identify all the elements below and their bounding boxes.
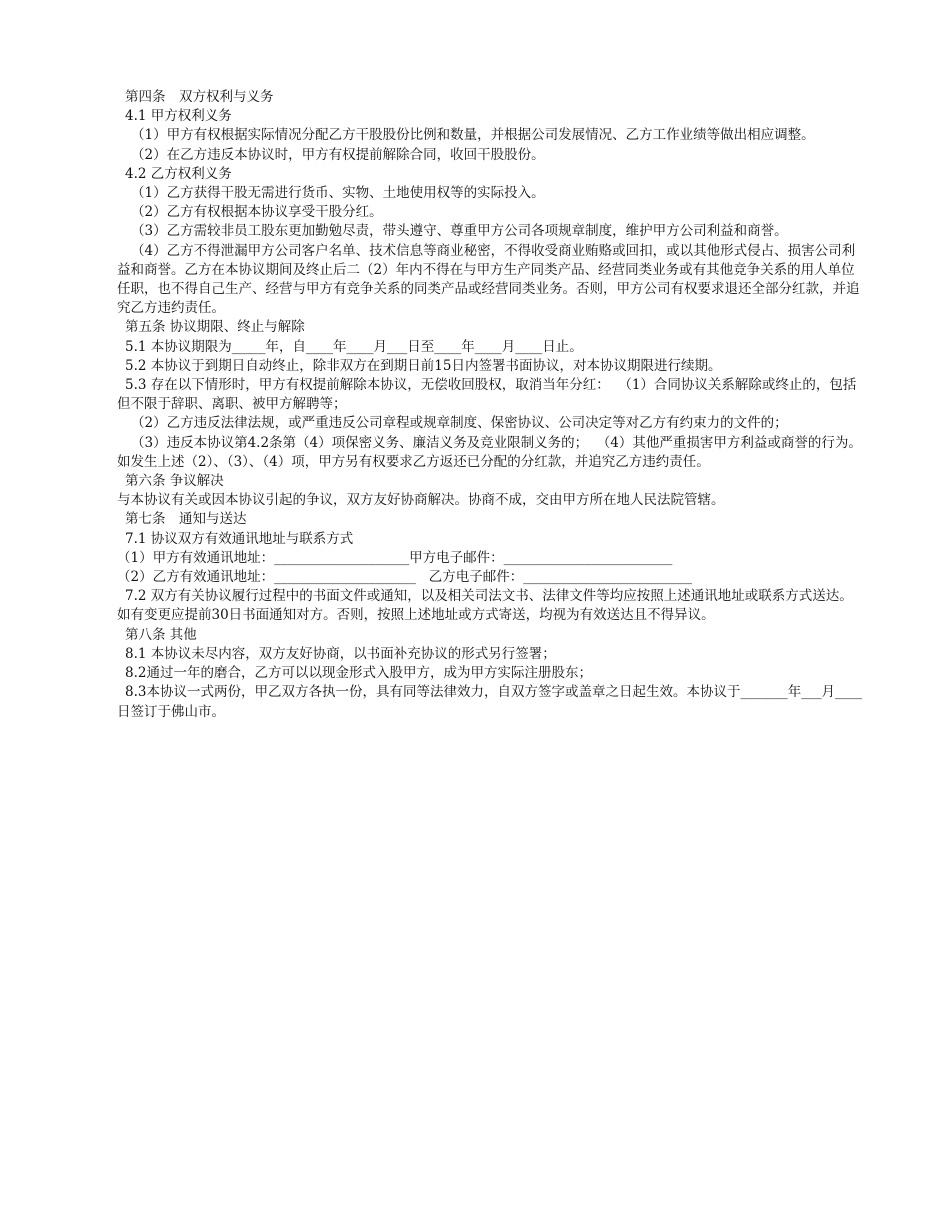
section-4-2-heading: 4.2 乙方权利义务 [125, 165, 232, 182]
clause-5-3-3: （3）违反本协议第4.2条第（4）项保密义务、廉洁义务及竞业限制义务的； （4）其他严重损害甲方利益或商誉的行为。 如发生上述（2）、（3）、（4）项，甲方另有权要求乙方返还已分配的分红款，并追究乙方违约责任。 [117, 434, 867, 470]
party-b-contact-line: （2）乙方有效通讯地址：_____________________ 乙方电子邮件：_________________________ [117, 569, 692, 586]
clause-4-1-2: （2）在乙方违反本协议时，甲方有权提前解除合同，收回干股股份。 [131, 146, 545, 163]
article-7-heading: 第七条 通知与送达 [125, 511, 247, 528]
article-4-heading: 第四条 双方权利与义务 [125, 89, 274, 105]
clause-4-2-2: （2）乙方有权根据本协议享受干股分红。 [131, 204, 383, 221]
article-5-heading: 第五条 协议期限、终止与解除 [125, 319, 305, 336]
clause-4-1-1: （1）甲方有权根据实际情况分配乙方干股股份比例和数量，并根据公司发展情况、乙方工作业绩等做出相应调整。 [131, 127, 815, 144]
party-a-contact-line: （1）甲方有效通讯地址：____________________甲方电子邮件：_________________________ [117, 549, 673, 566]
clause-5-1: 5.1 本协议期限为_____年，自____年____月___日至____年____月____日止。 [125, 338, 583, 355]
clause-5-3-2: （2）乙方违反法律法规，或严重违反公司章程或规章制度、保密协议、公司决定等对乙方有约束力的文件的； [131, 415, 788, 432]
clause-7-2: 7.2 双方有关协议履行过程中的书面文件或通知，以及相关司法文书、法律文件等均应按照上述通讯地址或联系方式送达。如有变更应提前30日书面通知对方。否则，按照上述地址或方式寄送，均视为有效送达且不得异议。 [117, 588, 853, 624]
section-7-1-heading: 7.1 协议双方有效通讯地址与联系方式 [125, 530, 354, 547]
clause-5-3: 5.3 存在以下情形时，甲方有权提前解除本协议，无偿收回股权，取消当年分红： （1）合同协议关系解除或终止的，包括但不限于辞职、离职、被甲方解聘等； [117, 377, 857, 413]
section-4-1-heading: 4.1 甲方权利义务 [125, 108, 232, 125]
clause-8-3: 8.3本协议一式两份，甲乙双方各执一份，具有同等法律效力，自双方签字或盖章之日起生效。本协议于_______年___月____日签订于佛山市。 [117, 684, 862, 720]
clause-5-2: 5.2 本协议于到期日自动终止，除非双方在到期日前15日内签署书面协议，对本协议期限进行续期。 [125, 357, 722, 374]
clause-4-2-1: （1）乙方获得干股无需进行货币、实物、土地使用权等的实际投入。 [131, 185, 545, 202]
clause-8-1: 8.1 本协议未尽内容，双方友好协商，以书面补充协议的形式另行签署； [125, 645, 556, 662]
document-page [117, 88, 867, 722]
clause-8-2: 8.2通过一年的磨合，乙方可以以现金形式入股甲方，成为甲方实际注册股东； [125, 665, 592, 682]
article-6-body: 与本协议有关或因本协议引起的争议，双方友好协商解决。协商不成，交由甲方所在地人民法院管辖。 [117, 492, 725, 509]
article-6-heading: 第六条 争议解决 [125, 473, 224, 490]
clause-4-2-3: （3）乙方需较非员工股东更加勤勉尽责，带头遵守、尊重甲方公司各项规章制度，维护甲方公司利益和商誉。 [131, 223, 788, 240]
article-8-heading: 第八条 其他 [125, 626, 197, 643]
clause-4-2-4: （4）乙方不得泄漏甲方公司客户名单、技术信息等商业秘密，不得收受商业贿赂或回扣，或以其他形式侵占、损害公司利益和商誉。乙方在本协议期间及终止后二（2）年内不得在与甲方生产同类产品、经营同类业务或有其他竞争关系的用人单位任职，也不得自己生产、经营与甲方有竞争关系的同类产品或经营同类业务。否则，甲方公司有权要求退还全部分红款，并追究乙方违约责任。 [117, 242, 860, 317]
